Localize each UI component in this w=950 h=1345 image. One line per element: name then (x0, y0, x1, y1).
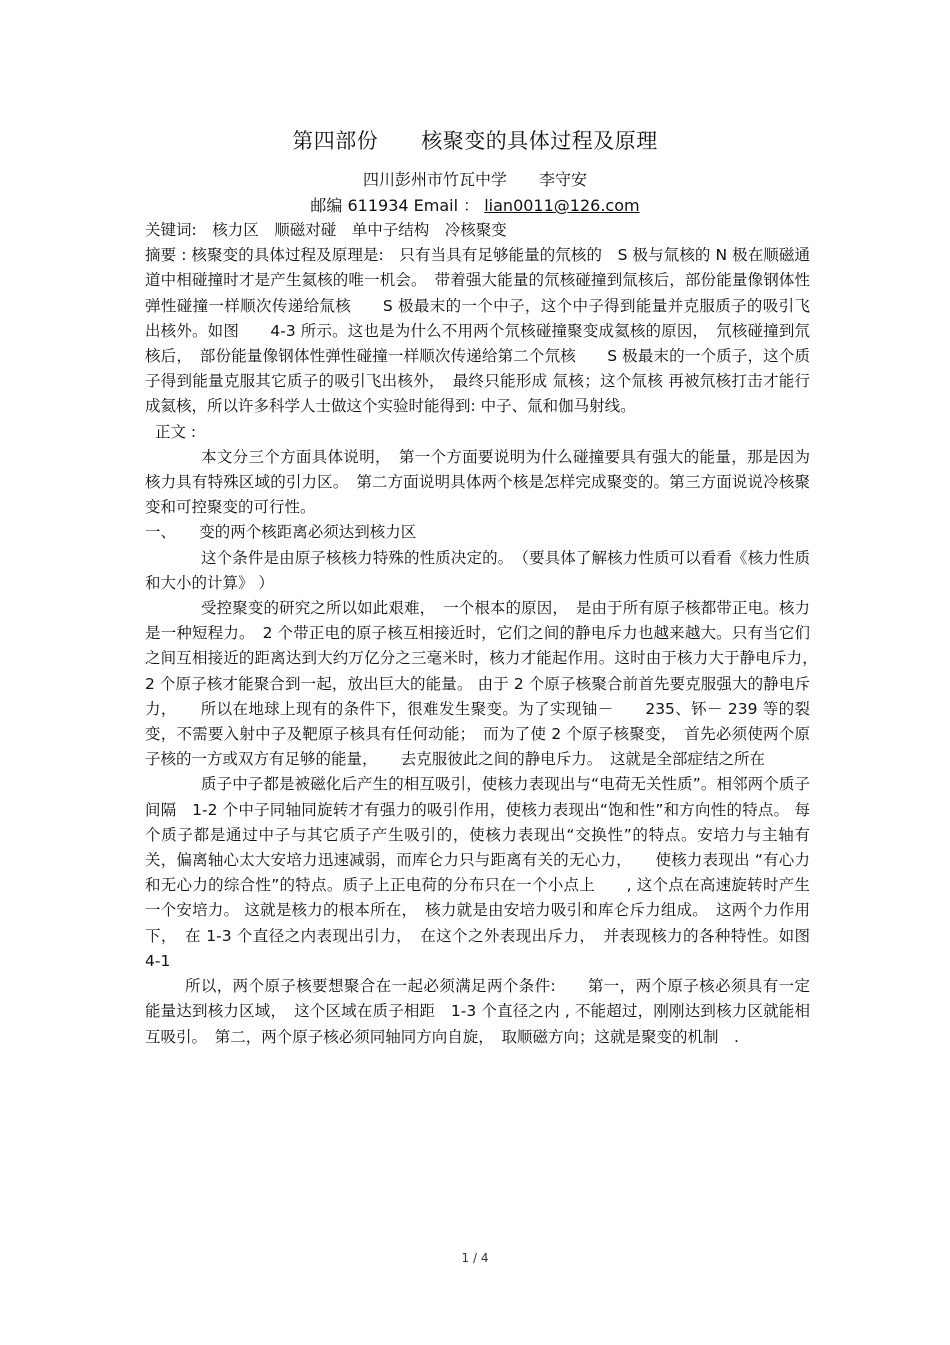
contact-line (0, 194, 950, 218)
keywords-line: 关键词: 核力区 顺磁对碰 单中子结构 冷核聚变 (145, 221, 507, 239)
page-number: 1 / 4 (461, 1251, 489, 1265)
body-paragraph-nuclear-force: 质子中子都是被磁化后产生的相互吸引，使核力表现出与“电荷无关性质”。相邻两个质子间隔 1-2 个中子同轴同旋转才有强力的吸引作用，使核力表现出“饱和性”和方向性的特点。 每个质子都是通过中子与其它质子产生吸引的，使核力表现出“交换性”的特点。安培力与主轴有关，偏离轴心太大安培力迅速减弱，而库仑力只与距离有关的无心力， 使核力表现出 “有心力和无心力的综合性”的特点。质子上正电荷的分布只在一个小点上 , 这个点在高速旋转时产生一个安培力。 这就是核力的根本所在， 核力就是由安培力吸引和库仑斥力组成。 这两个力作用下， 在 1-3 个直径之内表现出引力， 在这个之外表现出斥力， 并表现核力的各种特性。如图 4-1 (145, 775, 826, 970)
document-title: 第四部份 核聚变的具体过程及原理 (292, 129, 658, 153)
author-line: 四川彭州市竹瓦中学 李守安 (362, 170, 587, 189)
section-heading-1: 一、 变的两个核距离必须达到核力区 (145, 523, 417, 542)
body-paragraph-conditions: 所以，两个原子核要想聚合在一起必须满足两个条件: 第一，两个原子核必须具有一定能量达到核力区域， 这个区域在质子相距 1-3 个直径之内 , 不能超过，刚刚达到核力区就能相互吸引。 第二，两个原子核必须同轴同方向自旋， 取顺磁方向；这就是聚变的机制 . (145, 977, 810, 1046)
intro-paragraph: 本文分三个方面具体说明， 第一个方面要说明为什么碰撞要具有强大的能量，那是因为核力具有特殊区域的引力区。 第二方面说明具体两个核是怎样完成聚变的。第三方面说说冷核聚变和可控聚变的可行性。 (145, 447, 810, 517)
article-body (145, 218, 842, 1050)
abstract-paragraph: 摘要 : 核聚变的具体过程及原理是: 只有当具有足够能量的氘核的 S 极与氚核的 N 极在顺磁通道中相碰撞时才是产生氦核的唯一机会。 带着强大能量的氘核碰撞到氚核后，部份能量像钢体性弹性碰撞一样顺次传递给氚核 S 极最末的一个中子，这个中子得到能量并克服质子的吸引飞出核外。如图 4-3 所示。这也是为什么不用两个氘核碰撞聚变成氦核的原因， 氘核碰撞到氘核后， 部份能量像钢体性弹性碰撞一样顺次传递给第二个氘核 S 极最末的一个质子，这个质子得到能量克服其它质子的吸引飞出核外， 最终只能形成 氚核；这个氚核 再被氘核打击才能行成氦核，所以许多科学人士做这个实验时能得到: 中子、氚和伽马射线。 (145, 246, 810, 416)
main-text-label: 正文 : (155, 422, 197, 441)
email-link[interactable]: lian0011@126.com (484, 196, 640, 215)
body-paragraph-difficulty: 受控聚变的研究之所以如此艰难， 一个根本的原因， 是由于所有原子核都带正电。核力是一种短程力。 2 个带正电的原子核互相接近时，它们之间的静电斥力也越来越大。只有当它们之间互相接近的距离达到大约万亿分之三毫米时，核力才能起作用。这时由于核力大于静电斥力， 2 个原子核才能聚合到一起，放出巨大的能量。 由于 2 个原子核聚合前首先要克服强大的静电斥力， 所以在地球上现有的条件下，很难发生聚变。为了实现铀－ 235、钚－ 239 等的裂变，不需要入射中子及靶原子核具有任何动能； 而为了使 2 个原子核聚变， 首先必须使两个原子核的一方或双方有足够的能量， 去克服彼此之间的静电斥力。 这就是全部症结之所在 (145, 599, 842, 769)
postal-code-label: 邮编 611934 Email ： (310, 196, 480, 215)
body-paragraph-condition: 这个条件是由原子核核力特殊的性质决定的。 （要具体了解核力性质可以看看《核力性质和大小的计算》 ） (145, 548, 810, 592)
